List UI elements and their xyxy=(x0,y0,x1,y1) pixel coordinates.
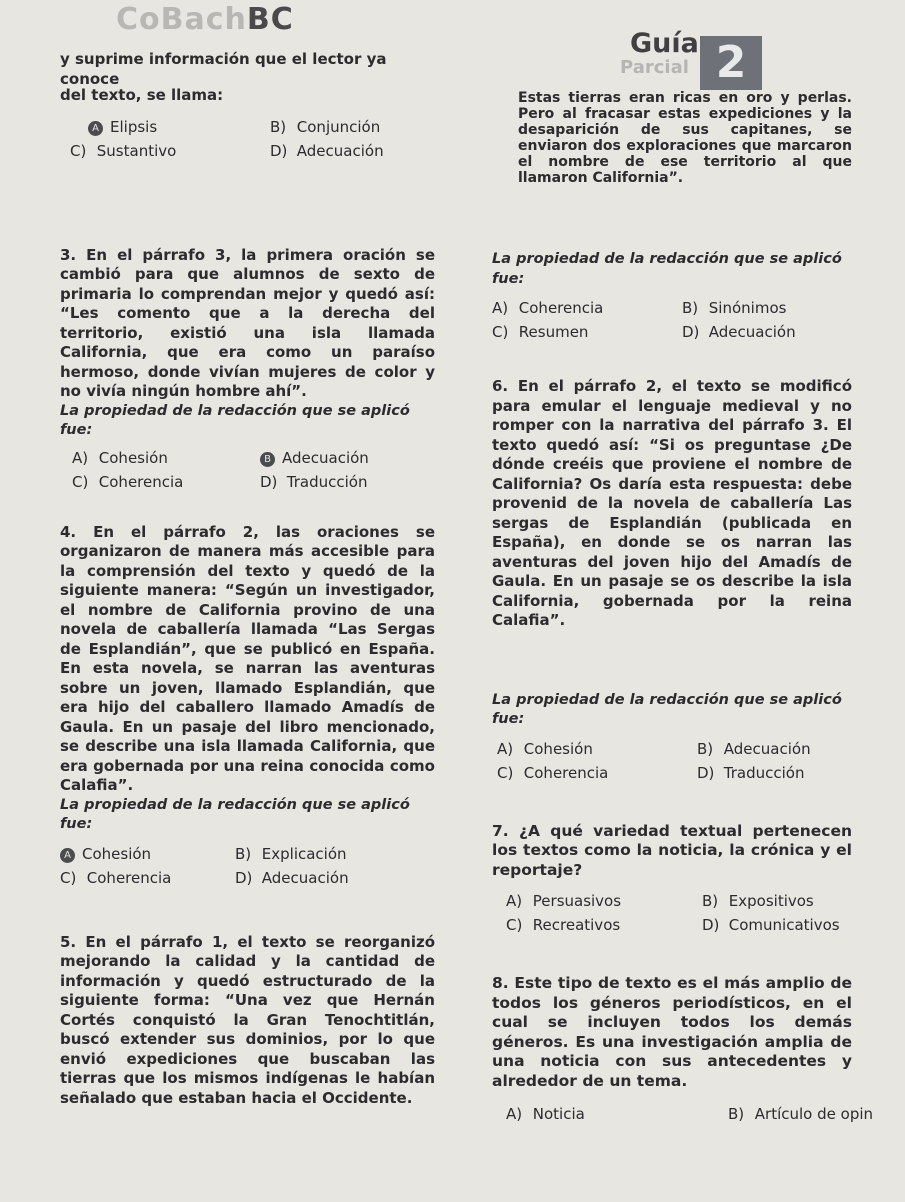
q7-option-a[interactable]: A) Persuasivos xyxy=(506,892,622,910)
q3-options-row1 xyxy=(60,449,435,473)
q3-option-d[interactable]: D) Traducción xyxy=(260,472,368,491)
question-6-text: 6. En el párrafo 2, el texto se modificó para emular el lenguaje medieval y no romper con la narrativa del párrafo 3. El texto quedó así: “Si os preguntase ¿De dónde creéis que proviene el nombre de California? Os daría esta respuesta: debe provenid de la novela de caballería Las sergas de Esplandián (publicada en España), en donde se os narran las aventuras del joven hijo del Amadís de Gaula. En un pasaje se os describe la isla California, gobernada por la reina Calafia”. xyxy=(492,377,852,629)
q6-option-d[interactable]: D) Traducción xyxy=(697,763,805,782)
q6-options-row1 xyxy=(492,740,852,764)
q5-option-c[interactable]: C) Resumen xyxy=(492,323,589,341)
right-column-top xyxy=(492,90,852,186)
guia-title: Guía xyxy=(630,28,699,59)
question-4-prop: La propiedad de la redacción que se aplicó fue: xyxy=(60,796,410,832)
q3-option-c[interactable]: C) Coherencia xyxy=(72,472,184,491)
cobach-logo: CoBachBC xyxy=(116,2,294,37)
q5-option-b[interactable]: B) Sinónimos xyxy=(682,299,787,317)
q6-option-c[interactable]: C) Coherencia xyxy=(497,763,609,782)
q6-options-row2 xyxy=(492,764,852,788)
question-5-text: 5. En el párrafo 1, el texto se reorganizó mejorando la calidad y la cantidad de información y quedó estructurado de la siguiente forma: “Una vez que Hernán Cortés conquistó la Gran Tenochtitlán, buscó extender sus dominios, por lo que envió expediciones que buscaban las tierras que los mismos indígenas le habían señalado que estaban hacia el Occidente. xyxy=(60,932,435,1107)
q8-options-row1 xyxy=(492,1105,874,1129)
q5-option-d[interactable]: D) Adecuación xyxy=(682,323,796,341)
question-3-text: 3. En el párrafo 3, la primera oración se cambió para que alumnos de sexto de primaria lo comprendan mejor y quedó así: “Les comento que a la derecha del territorio, existió una isla llamada California, que era como un paraíso hermoso, donde vivían mujeres de color y no vivía ningún hombre ahí”. xyxy=(60,245,435,400)
q5-option-a[interactable]: A) Coherencia xyxy=(492,299,604,317)
q6-option-b[interactable]: B) Adecuación xyxy=(697,739,811,758)
q7-options-row2 xyxy=(492,916,852,940)
parcial-label: Parcial xyxy=(620,57,689,78)
selected-mark-icon: B xyxy=(260,452,275,467)
selected-mark-icon: A xyxy=(60,848,75,863)
q3-options-row2 xyxy=(60,473,435,497)
option-c[interactable]: C) Sustantivo xyxy=(70,141,177,160)
right-column xyxy=(492,250,874,1129)
q8-option-a[interactable]: A) Noticia xyxy=(506,1105,585,1123)
parcial-number-badge: 2 xyxy=(700,36,762,90)
top-left-options-row1 xyxy=(60,118,435,142)
q7-option-b[interactable]: B) Expositivos xyxy=(702,892,814,910)
q3-option-a[interactable]: A) Cohesión xyxy=(72,448,168,467)
selected-mark-icon: A xyxy=(88,121,103,136)
q5-options-row2 xyxy=(492,323,852,347)
question-5-prop: La propiedad de la redacción que se aplicó fue: xyxy=(492,251,842,287)
option-b[interactable]: B) Conjunción xyxy=(270,117,381,136)
option-a[interactable]: A Elipsis xyxy=(88,118,157,138)
option-d[interactable]: D) Adecuación xyxy=(270,141,384,160)
question-7-text: 7. ¿A qué variedad textual pertenecen los textos como la noticia, la crónica y el reportaje? xyxy=(492,821,852,879)
q4-option-b[interactable]: B) Explicación xyxy=(235,844,347,863)
left-column xyxy=(60,50,435,1108)
q4-option-a[interactable]: A Cohesión xyxy=(60,845,151,865)
question-3-prop: La propiedad de la redacción que se aplicó fue: xyxy=(60,402,410,438)
q5-options-row1 xyxy=(492,299,852,323)
q4-options-row2 xyxy=(60,869,435,893)
question-4-text: 4. En el párrafo 2, las oraciones se organizaron de manera más accesible para la comprensión del texto y quedó de la siguiente manera: “Según un investigador, el nombre de California provino de una novela de caballería llamada “Las Sergas de Esplandián”, que se publicó en España. En esta novela, se narran las aventuras sobre un joven, llamado Esplandián, que era hijo del caballero llamado Amadís de Gaula. En un pasaje del libro mencionado, se describe una isla llamada California, que era gobernada por una reina conocida como Calafia”. xyxy=(60,522,435,794)
q7-options-row1 xyxy=(492,892,852,916)
q8-option-b[interactable]: B) Artículo de opin xyxy=(728,1105,874,1123)
q4-options-row1 xyxy=(60,845,435,869)
top-left-line1: y suprime información que el lector ya conoce xyxy=(60,50,387,88)
q7-option-d[interactable]: D) Comunicativos xyxy=(702,916,840,934)
q4-option-c[interactable]: C) Coherencia xyxy=(60,868,172,887)
question-6-prop: La propiedad de la redacción que se aplicó fue: xyxy=(492,691,842,727)
q3-option-b[interactable]: B Adecuación xyxy=(260,449,369,469)
top-left-line2: del texto, se llama: xyxy=(60,86,224,104)
top-left-options-row2 xyxy=(60,142,435,166)
q6-option-a[interactable]: A) Cohesión xyxy=(497,739,593,758)
top-right-text: Estas tierras eran ricas en oro y perlas. Pero al fracasar estas expediciones y la desaparición de sus capitanes, se enviaron dos exploraciones que marcaron el nombre de ese territorio al que llamaron California”. xyxy=(518,90,852,186)
question-8-text: 8. Este tipo de texto es el más amplio de todos los géneros periodísticos, en el cual se incluyen todos los demás géneros. Es una investigación amplia de una noticia con sus antecedentes y alrededor de un tema. xyxy=(492,974,852,1090)
q7-option-c[interactable]: C) Recreativos xyxy=(506,916,621,934)
q4-option-d[interactable]: D) Adecuación xyxy=(235,868,349,887)
